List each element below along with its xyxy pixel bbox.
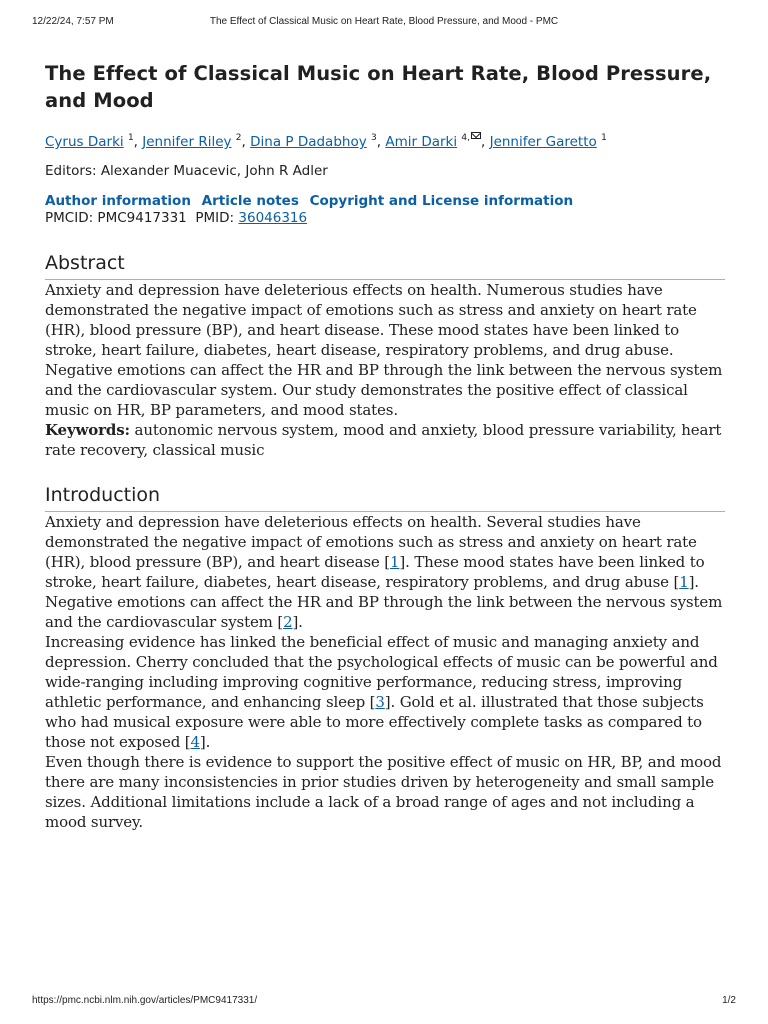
editors-line: Editors: Alexander Muacevic, John R Adler bbox=[45, 163, 328, 179]
author-link-jennifer-garetto[interactable]: Jennifer Garetto bbox=[489, 134, 597, 150]
author-affiliation: 1 bbox=[127, 133, 134, 143]
author-link-cyrus-darki[interactable]: Cyrus Darki bbox=[45, 134, 124, 150]
author-link-jennifer-riley[interactable]: Jennifer Riley bbox=[142, 134, 232, 150]
author-information-link[interactable]: Author information bbox=[45, 193, 191, 209]
citation-link[interactable]: 2 bbox=[283, 613, 293, 631]
article-content bbox=[45, 60, 725, 832]
citation-link[interactable]: 1 bbox=[679, 573, 689, 591]
citation-link[interactable]: 3 bbox=[375, 693, 385, 711]
author-affiliation: 4, bbox=[461, 133, 470, 143]
article-info-links bbox=[45, 193, 725, 210]
page-number: 1/2 bbox=[722, 995, 736, 1006]
introduction-section bbox=[45, 482, 725, 832]
article-ids bbox=[45, 210, 725, 227]
keywords-list: autonomic nervous system, mood and anxiety, blood pressure variability, heart rate recovery, classical music bbox=[45, 421, 722, 459]
print-datetime: 12/22/24, 7:57 PM bbox=[32, 16, 114, 27]
intro-paragraph-1: Anxiety and depression have deleterious effects on health. Several studies have demonstrated the negative impact of emotions such as stress and anxiety on heart rate (HR), blood pressure (BP), and heart disease [1]. These mood states have been linked to stroke, heart failure, diabetes, heart disease, respiratory problems, and drug abuse [1]. Negative emotions can affect the HR and BP through the link between the nervous system and the cardiovascular system [2]. bbox=[45, 513, 723, 631]
abstract-section bbox=[45, 250, 725, 460]
print-page-title: The Effect of Classical Music on Heart Rate, Blood Pressure, and Mood - PMC bbox=[209, 16, 559, 27]
print-header bbox=[32, 16, 736, 30]
pmid-link[interactable]: 36046316 bbox=[238, 210, 308, 226]
citation-link[interactable]: 4 bbox=[190, 733, 200, 751]
article-title: The Effect of Classical Music on Heart Rate, Blood Pressure, and Mood bbox=[45, 62, 712, 112]
author-affiliation: 3 bbox=[371, 133, 377, 143]
introduction-heading: Introduction bbox=[45, 482, 725, 512]
print-footer bbox=[32, 995, 736, 1009]
author-list: Cyrus Darki $^1$, Jennifer Riley $^2$, Dina P Dadabhoy $^3$, Amir Darki $^{4,}$ , Jennifer Garetto $^1$ bbox=[45, 133, 607, 150]
pmid-label: PMID: bbox=[195, 210, 235, 226]
abstract-heading: Abstract bbox=[45, 250, 725, 280]
article-notes-link[interactable]: Article notes bbox=[201, 193, 299, 209]
intro-paragraph-3: Even though there is evidence to support the positive effect of music on HR, BP, and mood there are many inconsistencies in prior studies driven by heterogeneity and small sample sizes. Additional limitations include a lack of a broad range of ages and not including a mood survey. bbox=[45, 753, 722, 831]
copyright-license-link[interactable]: Copyright and License information bbox=[309, 193, 574, 209]
envelope-icon[interactable] bbox=[471, 132, 481, 139]
author-link-dina-p-dadabhoy[interactable]: Dina P Dadabhoy bbox=[250, 134, 367, 150]
keywords-label: Keywords: bbox=[45, 421, 130, 439]
author-affiliation: 2 bbox=[235, 133, 242, 143]
keywords bbox=[45, 420, 725, 460]
abstract-text: Anxiety and depression have deleterious effects on health. Numerous studies have demonstrated the negative impact of emotions such as stress and anxiety on heart rate (HR), blood pressure (BP), and heart disease. These mood states have been linked to stroke, heart failure, diabetes, heart disease, respiratory problems, and drug abuse. Negative emotions can affect the HR and BP through the link between the nervous system and the cardiovascular system. Our study demonstrates the positive effect of classical music on HR, BP parameters, and mood states. bbox=[45, 281, 723, 419]
pmcid: PMCID: PMC9417331 bbox=[45, 210, 187, 226]
intro-paragraph-2: Increasing evidence has linked the beneficial effect of music and managing anxiety and depression. Cherry concluded that the psychological effects of music can be powerful and wide-ranging including improving cognitive performance, reducing stress, improving athletic performance, and enhancing sleep [3]. Gold et al. illustrated that those subjects who had musical exposure were able to more effectively complete tasks as compared to those not exposed [4]. bbox=[45, 633, 718, 751]
author-link-amir-darki[interactable]: Amir Darki bbox=[385, 134, 458, 150]
print-url: https://pmc.ncbi.nlm.nih.gov/articles/PMC9417331/ bbox=[32, 995, 258, 1006]
citation-link[interactable]: 1 bbox=[389, 553, 400, 571]
author-affiliation: 1 bbox=[601, 133, 607, 143]
